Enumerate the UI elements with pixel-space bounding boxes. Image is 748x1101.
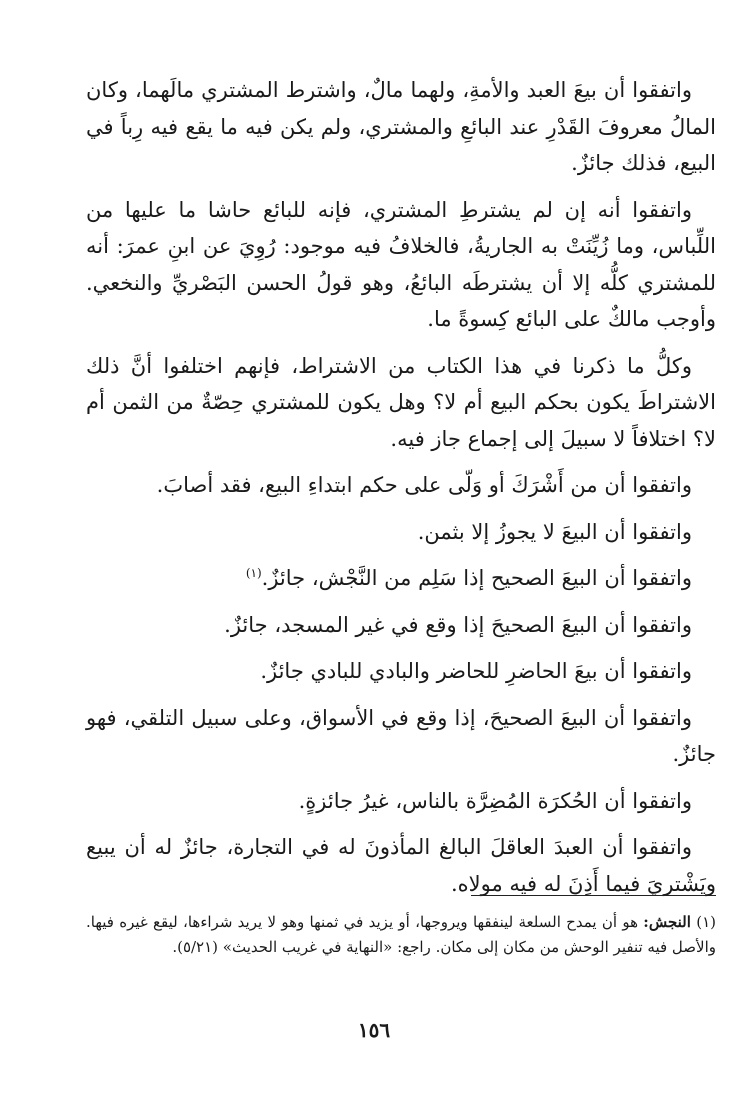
paragraph-5: واتفقوا أن البيعَ لا يجوزُ إلا بثمن.: [417, 519, 692, 544]
footnote-marker: (١): [696, 913, 716, 931]
paragraph-9: واتفقوا أن البيعَ الصحيحَ، إذا وقع في الأسواق، وعلى سبيل التلقي، فهو جائزٌ.: [86, 705, 716, 766]
paragraph-1: واتفقوا أن بيعَ العبد والأمةِ، ولهما مالٌ، واشترط المشتري مالَهما، وكان المالُ معروفَ القَدْرِ عند البائعِ والمشتري، ولم يكن فيه ما يقع فيه رِباً في البيع، فذلك جائزٌ.: [86, 78, 716, 175]
paragraph-6-text: واتفقوا أن البيعَ الصحيح إذا سَلِم من النَّجْش، جائزٌ.: [261, 566, 692, 590]
paragraph-11: واتفقوا أن العبدَ العاقلَ البالغ المأذونَ له في التجارة، جائزٌ له أن يبيع ويَشْتريَ فيما أَذِنَ له فيه مولاه.: [86, 835, 716, 896]
page-number: ١٥٦: [357, 1018, 391, 1042]
paragraph-4: واتفقوا أن من أَشْرَكَ أو وَلّى على حكم ابتداءِ البيع، فقد أصابَ.: [156, 473, 692, 497]
main-text: [86, 72, 716, 912]
paragraph-7: واتفقوا أن البيعَ الصحيحَ إذا وقع في غير المسجد، جائزٌ.: [224, 612, 692, 637]
paragraph-8: واتفقوا أن بيعَ الحاضرِ للحاضر والبادي للبادي جائزٌ.: [260, 659, 692, 683]
footnote: [86, 910, 716, 960]
paragraph-3: وكلُّ ما ذكرنا في هذا الكتاب من الاشتراط، فإنهم اختلفوا أنَّ ذلك الاشتراطَ يكون بحكم البيع أم لا؟ وهل يكون للمشتري حِصّةٌ من الثمن أم لا؟ اختلافاً لا سبيلَ إلى إجماع جاز فيه.: [86, 353, 716, 451]
paragraph-6: [86, 560, 716, 597]
paragraph-10: واتفقوا أن الحُكرَة المُضِرَّة بالناس، غيرُ جائزةٍ.: [298, 788, 692, 813]
footnote-divider: [471, 895, 716, 896]
paragraph-2: واتفقوا أنه إن لم يشترطِ المشتري، فإنه للبائع حاشا ما عليها من اللِّباس، وما زُيِّنَتْ به الجاريةُ، فالخلافُ فيه موجود: رُوِيَ عن ابنِ عمرَ: أنه للمشتري كلُّه إلا أن يشترطَه البائعُ، وهو قولُ الحسن البَصْريِّ والنخعي. وأوجب مالكٌ على البائع كِسوةً ما.: [86, 197, 716, 331]
footnote-reference[interactable]: (١): [245, 566, 262, 580]
footnote-term: النجش:: [643, 913, 691, 931]
footnote-text: هو أن يمدح السلعة لينفقها ويروجها، أو يزيد في ثمنها وهو لا يريد شراءها، ليقع غيره فيها. والأصل فيه تنفير الوحش من مكان إلى مكان. راجع: «النهاية في غريب الحديث» (٥/٢١).: [86, 913, 716, 956]
